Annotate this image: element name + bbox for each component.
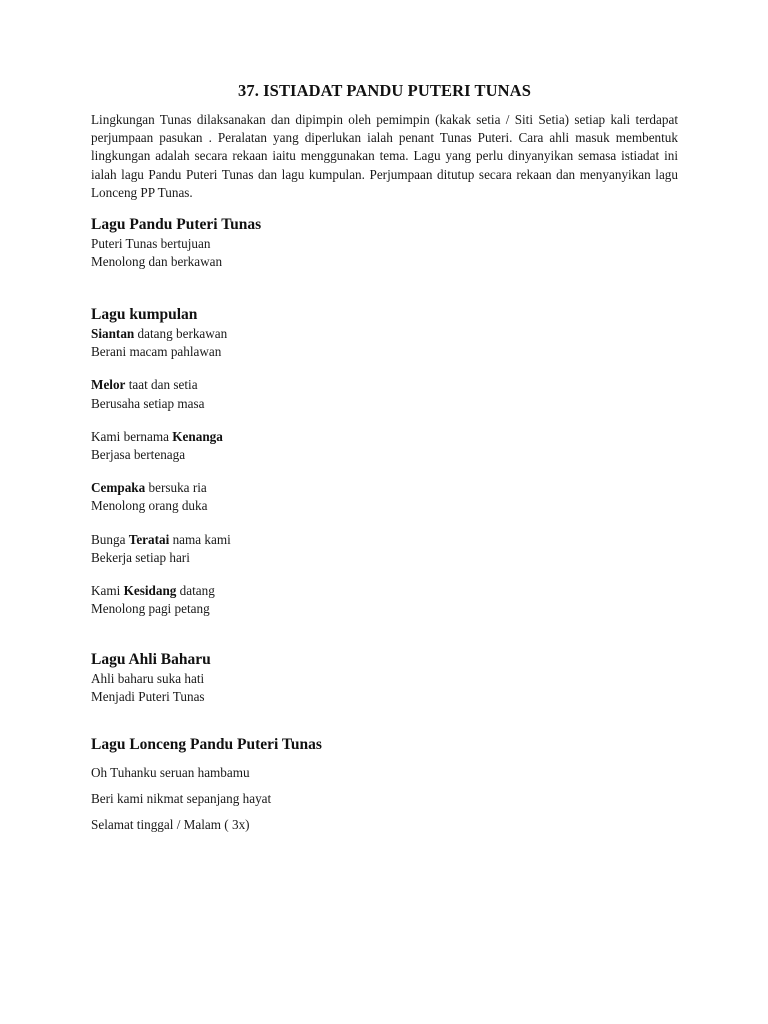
lyric-line: Menolong orang duka [91, 498, 208, 514]
stanza-kenanga [91, 428, 678, 464]
stanza-siantan [91, 325, 678, 361]
group-name: Siantan [91, 326, 135, 341]
group-name: Kesidang [123, 583, 177, 599]
lyric-line: Berusaha setiap masa [91, 395, 205, 411]
section-lagu-kumpulan [91, 305, 678, 633]
intro-paragraph: Lingkungan Tunas dilaksanakan dan dipimpin oleh pemimpin (kakak setia / Siti Setia) setiap kali terdapat perjumpaan pasukan . Peralatan yang diperlukan ialah penant Tunas Puteri. Cara ahli masuk membentuk lingkungan adalah secara rekaan iaitu menggunakan tema. Lagu yang perlu dinyanyikan semasa istiadat ini ialah lagu Pandu Puteri Tunas dan lagu kumpulan. Perjumpaan ditutup secara rekaan dan menyanyikan lagu Lonceng PP Tunas. [91, 112, 678, 200]
section-heading: Lagu kumpulan [91, 306, 198, 323]
lyric-line: Melor taat dan setia [91, 377, 198, 393]
lyric-line: Kami Kesidang datang [91, 583, 215, 599]
stanza-cempaka [91, 479, 678, 515]
lyric-line: Beri kami nikmat sepanjang hayat [91, 791, 272, 807]
section-heading: Lagu Pandu Puteri Tunas [91, 216, 262, 233]
section-heading: Lagu Ahli Baharu [91, 651, 211, 668]
stanza-melor [91, 376, 678, 412]
lyric-line: Ahli baharu suka hati [91, 671, 205, 686]
lyric-line: Menjadi Puteri Tunas [91, 689, 205, 705]
group-name: Melor [91, 377, 126, 393]
lyric-line: Cempaka bersuka ria [91, 480, 207, 496]
group-name: Teratai [128, 531, 170, 547]
document-page [91, 80, 678, 833]
lyric-line: Oh Tuhanku seruan hambamu [91, 765, 250, 780]
lyric-line: Menolong dan berkawan [91, 254, 223, 270]
page-title: 37. ISTIADAT PANDU PUTERI TUNAS [238, 81, 531, 100]
lyric-line: Puteri Tunas bertujuan [91, 236, 211, 251]
section-lagu-pandu-puteri-tunas [91, 215, 678, 271]
section-lagu-ahli-baharu [91, 650, 678, 706]
lyric-line: Berjasa bertenaga [91, 447, 186, 463]
lyric-line: Bekerja setiap hari [91, 549, 190, 565]
lyric-line: Bunga Teratai nama kami [91, 531, 231, 547]
lyric-line: Selamat tinggal / Malam ( 3x) [91, 817, 250, 833]
section-lagu-lonceng [91, 735, 678, 843]
lyric-line: Siantan datang berkawan [91, 326, 228, 341]
stanza-teratai [91, 531, 678, 567]
stanza-kesidang [91, 582, 678, 618]
lyric-line: Berani macam pahlawan [91, 344, 222, 360]
group-name: Kenanga [172, 428, 223, 444]
section-heading: Lagu Lonceng Pandu Puteri Tunas [91, 736, 322, 753]
lyric-line: Kami bernama Kenanga [91, 428, 223, 444]
group-name: Cempaka [91, 480, 146, 496]
lyric-line: Menolong pagi petang [91, 601, 210, 617]
